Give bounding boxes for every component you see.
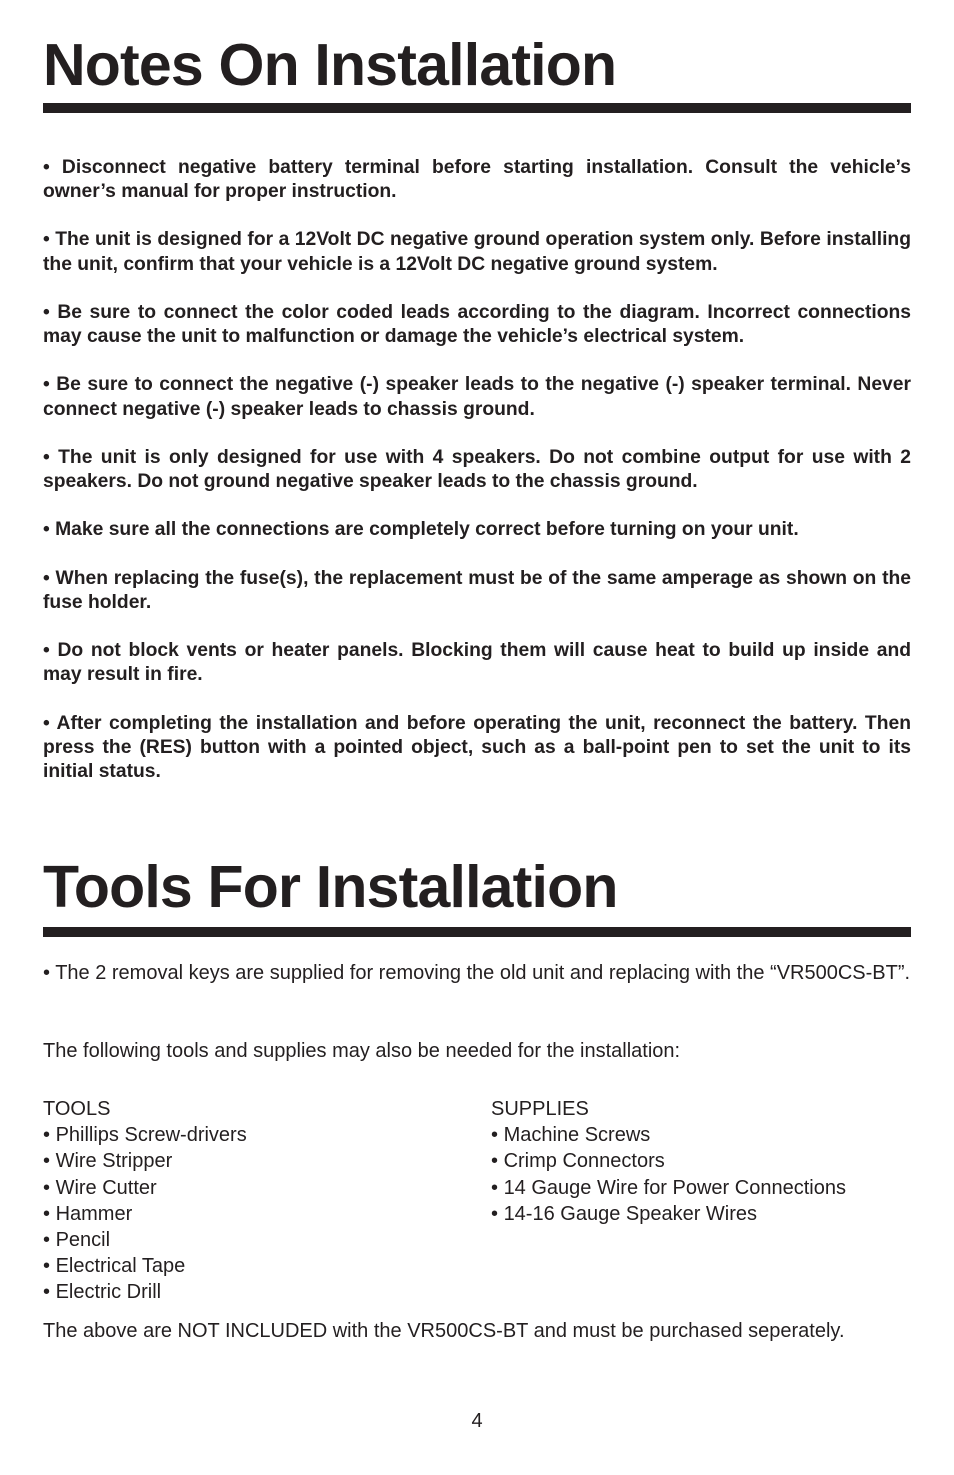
note-item: • Be sure to connect the negative (-) speaker leads to the negative (-) speaker terminal. Never connect negative (-) speaker leads to chassis ground. (43, 373, 911, 422)
supply-item: • Crimp Connectors (491, 1148, 911, 1174)
tool-item: • Pencil (43, 1227, 483, 1253)
tool-item: • Electric Drill (43, 1279, 483, 1305)
supply-item: • Machine Screws (491, 1122, 911, 1148)
note-item: • The unit is only designed for use with 4 speakers. Do not combine output for use with 2 speakers. Do not ground negative speaker leads to the chassis ground. (43, 446, 911, 495)
tools-title-rule (43, 927, 911, 937)
tool-item: • Phillips Screw-drivers (43, 1122, 483, 1148)
note-item: • Do not block vents or heater panels. Blocking them will cause heat to build up inside and may result in fire. (43, 639, 911, 688)
note-item: • Disconnect negative battery terminal before starting installation. Consult the vehicle’s owner’s manual for proper instruction. (43, 156, 911, 205)
note-item: • Be sure to connect the color coded leads according to the diagram. Incorrect connections may cause the unit to malfunction or damage the vehicle’s electrical system. (43, 301, 911, 350)
supplies-list (491, 1122, 911, 1227)
supplies-column (491, 1096, 911, 1227)
note-item: • Make sure all the connections are completely correct before turning on your unit. (43, 518, 911, 542)
tool-item: • Electrical Tape (43, 1253, 483, 1279)
note-item: • After completing the installation and before operating the unit, reconnect the battery. Then press the (RES) button with a pointed object, such as a ball-point pen to set the unit to its initial status. (43, 712, 911, 785)
tools-heading: TOOLS (43, 1098, 111, 1120)
note-item: • When replacing the fuse(s), the replacement must be of the same amperage as shown on the fuse holder. (43, 567, 911, 616)
supplies-heading: SUPPLIES (491, 1098, 589, 1120)
tool-item: • Wire Cutter (43, 1175, 483, 1201)
tools-intro-text: The following tools and supplies may also be needed for the installation: (43, 1040, 681, 1062)
supply-item: • 14 Gauge Wire for Power Connections (491, 1175, 911, 1201)
tools-list (43, 1122, 483, 1305)
tools-column (43, 1096, 483, 1306)
not-included-note: The above are NOT INCLUDED with the VR500CS-BT and must be purchased seperately. (43, 1320, 845, 1342)
tools-section-title: Tools For Installation (43, 854, 618, 920)
removal-keys-text: • The 2 removal keys are supplied for removing the old unit and replacing with the “VR500CS-BT”. (43, 962, 911, 984)
tool-item: • Wire Stripper (43, 1148, 483, 1174)
tool-item: • Hammer (43, 1201, 483, 1227)
installation-notes-list (43, 156, 911, 808)
notes-title-rule (43, 103, 911, 113)
page-number: 4 (471, 1410, 483, 1432)
notes-section-title: Notes On Installation (43, 32, 617, 98)
note-item: • The unit is designed for a 12Volt DC negative ground operation system only. Before installing the unit, confirm that your vehicle is a 12Volt DC negative ground system. (43, 228, 911, 277)
supply-item: • 14-16 Gauge Speaker Wires (491, 1201, 911, 1227)
